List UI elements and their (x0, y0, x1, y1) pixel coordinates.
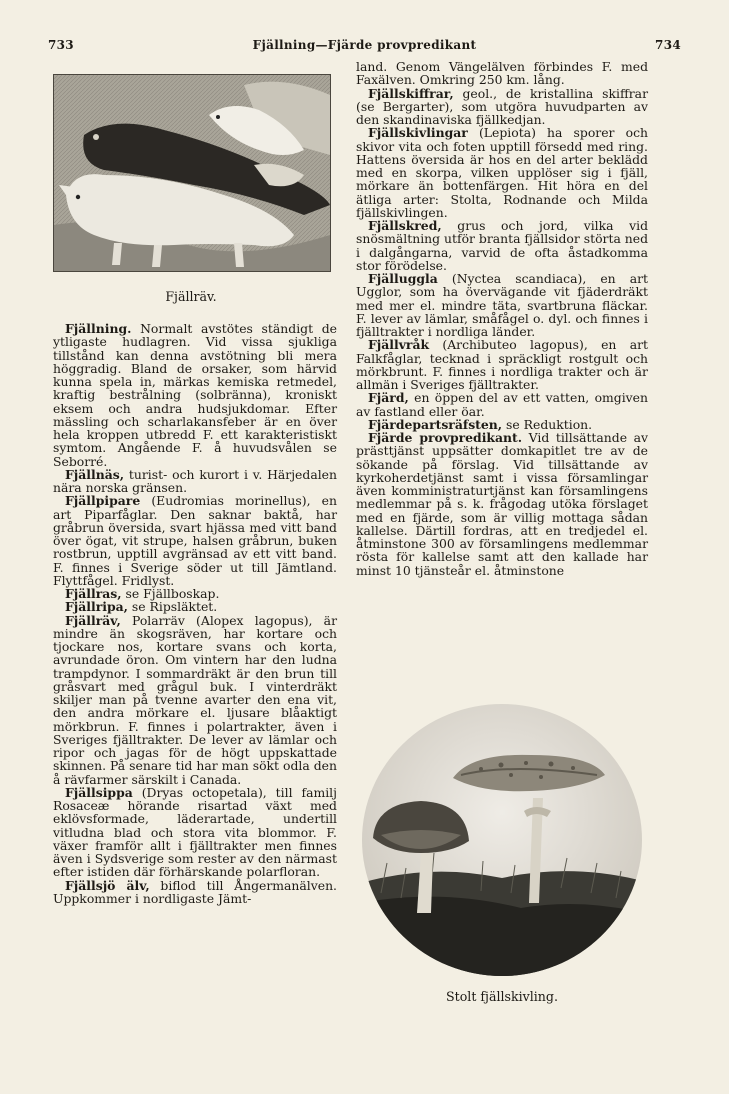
entry-fjard: Fjärd, en öppen del av ett vatten, omgiven av fastland eller öar. (356, 390, 648, 419)
entry-fjallskivlingar: Fjällskivlingar (Lepiota) ha sporer och skivor vita och foten upptill försedd med ring. Hattens översida är hos en del arter beklädd med en skorpa, vilken upplöser sig i fjäll, mörkare än bottenfärgen. Hit höra en del ätliga arter: Stolta, Rodnande och Milda fjällskivlingen. (356, 125, 648, 220)
entry-fjallskred: Fjällskred, grus och jord, vilka vid snösmältning utför branta fjällsidor störta ned i dalgångarna, varvid de ofta åstadkomma stor förödelse. (356, 218, 649, 273)
right-column (356, 60, 648, 577)
entry-fjallsjo-alv: Fjällsjö älv, biflod till Ångermanälven. Uppkommer i nordligaste Jämt- (53, 877, 337, 906)
entry-fjalluggla: Fjälluggla (Nyctea scandiaca), en art Ugglor, som ha övervägande vit fjäderdräkt med mer el. mindre täta, svartbruna fläckar. F. lever av lämlar, småfågel o. dyl. och finnes i fjälltrakter i nordliga länder. (356, 271, 648, 339)
arctic-fox-drawing (54, 75, 330, 271)
entry-fjallrav: Fjällräv, Polarräv (Alopex lagopus), är mindre än skogsräven, har kortare och tjockare nos, kortare svans och korta, avrundade öron. Om vintern har den ludna trampdynor. I sommardräkt är den brun till gråsvart med grågul buk. I vinterdräkt skiljer man på tvenne avarter den ena vit, den andra mörkare el. ljusare blåaktigt mörkbrun. F. finnes i polartrakter, även i Sveriges fjälltrakter. De lever av lämlar och ripor och jagas för de högt uppskattade skinnen. På senare tid har man sökt odla den å rävfarmer särskilt i Canada. (53, 612, 337, 787)
entry-continuation: land. Genom Vängelälven förbindes F. med Faxälven. Omkring 250 km. lång. (356, 59, 648, 88)
entry-fjallnas: Fjällnäs, turist- och kurort i v. Härjedalen nära norska gränsen. (53, 466, 337, 495)
mushroom-caption: Stolt fjällskivling. (446, 989, 558, 1004)
entry-fjallskiffrar: Fjällskiffrar, geol., de kristallina skiffrar (se Bergarter), som utgöra huvudparten av den skandinaviska fjällkedjan. (356, 85, 648, 127)
right-page-number: 734 (655, 38, 681, 52)
entry-fjardepartsrafsten: Fjärdepartsräfsten, se Reduktion. (368, 416, 593, 432)
entry-fjallripa: Fjällripa, se Ripsläktet. (65, 599, 218, 615)
left-page-number: 733 (48, 38, 74, 52)
parasol-mushroom-photo (361, 703, 643, 977)
arctic-fox-illustration (53, 74, 331, 272)
mushroom-drawing (361, 703, 643, 977)
entry-fjallning: Fjällning. Normalt avstötes ständigt de ytligaste hudlagren. Vid vissa sjukliga tillstånd kan denna avstötning bli mera höggradig. Bland de orsaker, som härvid kunna spela in, märkas kemiska retmedel, kraftig bestrålning (solbränna), kroniskt eksem och andra hudsjukdomar. Efter mässling och scharlakansfeber är en över hela kroppen utbredd F. ett karakteristiskt symtom. Angående F. å huvudsvålen se Seborré. (53, 321, 337, 469)
left-column (53, 322, 337, 905)
entry-fjallsippa: Fjällsippa (Dryas octopetala), till familj Rosaceæ hörande risartad växt med eklövsformade, läderartade, undertill vitludna blad och stora vita blommor. F. växer framför allt i fjälltrakter men finnes även i Sydsverige som rester av den närmast efter istiden där förhärskande polarfloran. (53, 784, 337, 880)
running-title: Fjällning—Fjärde provpredikant (252, 38, 477, 52)
entry-fjarde-provpredikant: Fjärde provpredikant. Vid tillsättande av prästtjänst uppsätter domkapitlet tre av de sökande på förslag. Vid tillsättande av kyrkoherdetjänst samt i vissa församlingar även komministraturtjänst kan församlingens medlemmar på s. k. frågodag utöka förslaget med en fjärde, som är villig mottaga sådan kallelse. Därtill fordras, att en tredjedel el. åtminstone 300 av församlingens medlemmar rösta för kallelse samt att den kallade har minst 10 tjänsteår el. åtminstone (356, 430, 648, 578)
entry-fjallpipare: Fjällpipare (Eudromias morinellus), en art Piparfåglar. Den saknar baktå, har gråbrun översida, svart hjässa med vitt band över ögat, vit strupe, halsen gråbrun, buken rostbrun, upptill avgränsad av ett vitt band. F. finnes i Sverige söder ut till Jämtland. Flyttfågel. Fridlyst. (53, 493, 337, 588)
entry-fjallvrak: Fjällvråk (Archibuteo lagopus), en art Falkfåglar, tecknad i spräckligt rostgult och mörkbrunt. F. finnes i nordliga trakter och är allmän i Sveriges fjälltrakter. (356, 337, 648, 392)
entry-fjallras: Fjällras, se Fjällboskap. (65, 586, 220, 601)
fox-caption: Fjällräv. (165, 289, 217, 304)
